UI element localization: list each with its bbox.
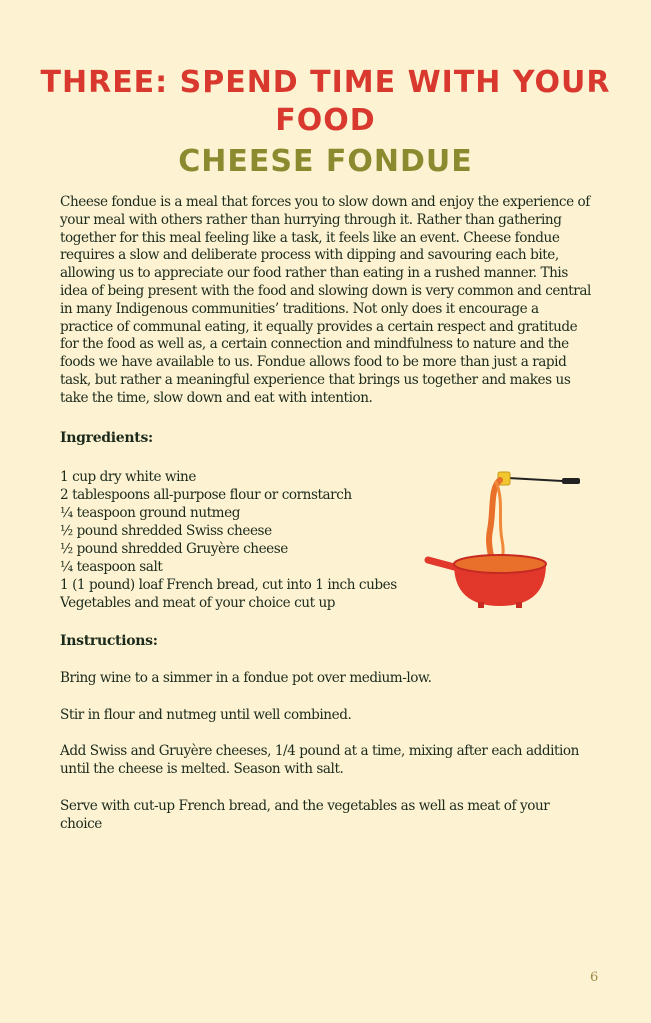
page-number: 6	[590, 970, 599, 985]
instruction-step: Serve with cut-up French bread, and the vegetables as well as meat of your choice	[60, 798, 550, 832]
fondue-pot-icon	[420, 460, 590, 610]
ingredient-item: 1 (1 pound) loaf French bread, cut into 1 inch cubes	[60, 577, 397, 593]
ingredient-item: ¼ teaspoon salt	[60, 559, 163, 575]
ingredients-list	[60, 468, 420, 612]
ingredients-heading: Ingredients:	[60, 430, 153, 446]
instruction-step: Add Swiss and Gruyère cheeses, 1/4 pound at a time, mixing after each addition until the cheese is melted. Season with salt.	[60, 743, 579, 777]
instruction-step: Stir in flour and nutmeg until well combined.	[60, 707, 352, 723]
ingredient-item: ½ pound shredded Gruyère cheese	[60, 541, 288, 557]
intro-paragraph: Cheese fondue is a meal that forces you to slow down and enjoy the experience of your meal with others rather than hurrying through it. Rather than gathering together for this meal feeling like a task, it feels like an event. Cheese fondue requires a slow and deliberate process with dipping and savouring each bite, allowing us to appreciate our food rather than eating in a rushed manner. This idea of being present with the food and slowing down is very common and central in many Indigenous communities’ traditions. Not only does it encourage a practice of communal eating, it equally provides a certain respect and gratitude for the food as well as, a certain connection and mindfulness to nature and the foods we have available to us. Fondue allows food to be more than just a rapid task, but rather a meaningful experience that brings us together and makes us take the time, slow down and eat with intention.	[60, 194, 591, 406]
instructions-heading: Instructions:	[60, 633, 158, 649]
instruction-step: Bring wine to a simmer in a fondue pot over medium-low.	[60, 670, 432, 686]
ingredient-item: ¼ teaspoon ground nutmeg	[60, 505, 240, 521]
ingredient-item: 1 cup dry white wine	[60, 469, 196, 485]
ingredient-item: 2 tablespoons all-purpose flour or cornstarch	[60, 487, 352, 503]
ingredient-item: Vegetables and meat of your choice cut up	[60, 595, 336, 611]
chapter-title: THREE: SPEND TIME WITH YOUR FOOD	[40, 65, 611, 138]
ingredient-item: ½ pound shredded Swiss cheese	[60, 523, 272, 539]
recipe-title: CHEESE FONDUE	[178, 144, 473, 179]
